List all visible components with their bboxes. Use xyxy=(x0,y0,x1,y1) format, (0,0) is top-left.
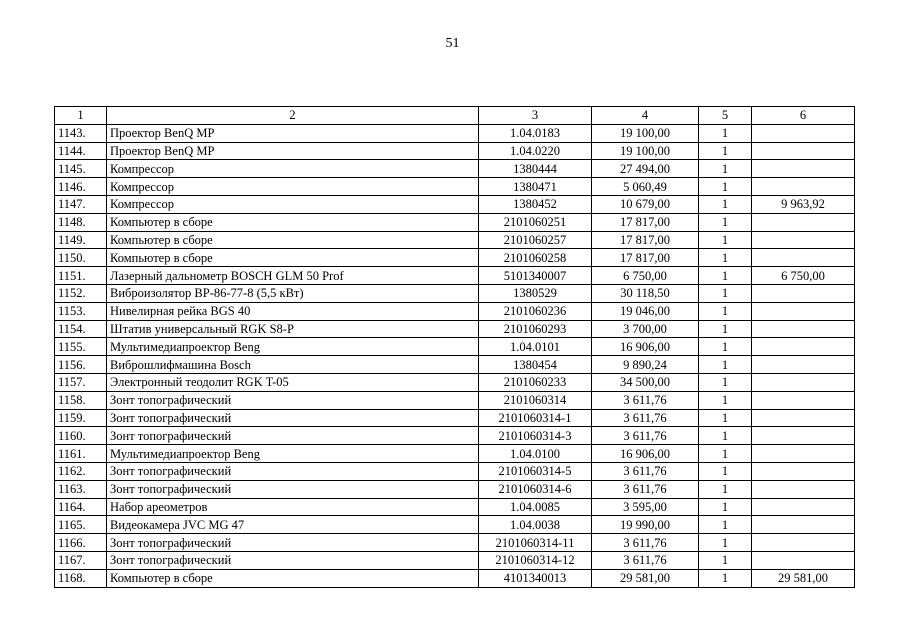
row-number: 1159. xyxy=(55,409,107,427)
header-cell: 3 xyxy=(479,107,592,125)
item-price: 3 611,76 xyxy=(592,462,699,480)
table-row xyxy=(55,284,855,302)
item-name: Зонт топографический xyxy=(107,391,479,409)
item-amount xyxy=(752,178,855,196)
item-quantity: 1 xyxy=(699,231,752,249)
item-name: Нивелирная рейка BGS 40 xyxy=(107,302,479,320)
item-quantity: 1 xyxy=(699,302,752,320)
item-quantity: 1 xyxy=(699,462,752,480)
item-price: 27 494,00 xyxy=(592,160,699,178)
item-price: 19 046,00 xyxy=(592,302,699,320)
item-name: Зонт топографический xyxy=(107,409,479,427)
item-amount xyxy=(752,356,855,374)
inventory-code: 2101060258 xyxy=(479,249,592,267)
page-number: 51 xyxy=(445,36,460,51)
table-row xyxy=(55,178,855,196)
table-row xyxy=(55,231,855,249)
inventory-code: 2101060314-1 xyxy=(479,409,592,427)
inventory-code: 4101340013 xyxy=(479,569,592,587)
table-row xyxy=(55,516,855,534)
item-amount xyxy=(752,427,855,445)
item-amount xyxy=(752,160,855,178)
table-body xyxy=(55,124,855,587)
item-quantity: 1 xyxy=(699,480,752,498)
table-row xyxy=(55,498,855,516)
item-amount xyxy=(752,551,855,569)
item-amount xyxy=(752,480,855,498)
row-number: 1154. xyxy=(55,320,107,338)
item-price: 30 118,50 xyxy=(592,284,699,302)
header-cell: 2 xyxy=(107,107,479,125)
item-quantity: 1 xyxy=(699,551,752,569)
header-cell: 6 xyxy=(752,107,855,125)
item-name: Зонт топографический xyxy=(107,427,479,445)
row-number: 1156. xyxy=(55,356,107,374)
inventory-code: 2101060314-11 xyxy=(479,534,592,552)
row-number: 1149. xyxy=(55,231,107,249)
item-quantity: 1 xyxy=(699,124,752,142)
item-name: Электронный теодолит RGK T-05 xyxy=(107,373,479,391)
table-row xyxy=(55,445,855,463)
row-number: 1153. xyxy=(55,302,107,320)
item-price: 3 611,76 xyxy=(592,409,699,427)
item-price: 3 700,00 xyxy=(592,320,699,338)
row-number: 1166. xyxy=(55,534,107,552)
item-name: Компьютер в сборе xyxy=(107,569,479,587)
row-number: 1144. xyxy=(55,142,107,160)
table-row xyxy=(55,462,855,480)
item-price: 5 060,49 xyxy=(592,178,699,196)
item-name: Видеокамера JVC MG 47 xyxy=(107,516,479,534)
item-price: 3 611,76 xyxy=(592,427,699,445)
item-price: 16 906,00 xyxy=(592,338,699,356)
item-amount xyxy=(752,249,855,267)
row-number: 1152. xyxy=(55,284,107,302)
item-quantity: 1 xyxy=(699,498,752,516)
item-amount: 29 581,00 xyxy=(752,569,855,587)
table-row xyxy=(55,320,855,338)
table-row xyxy=(55,213,855,231)
inventory-code: 1380471 xyxy=(479,178,592,196)
item-quantity: 1 xyxy=(699,569,752,587)
item-amount xyxy=(752,213,855,231)
row-number: 1168. xyxy=(55,569,107,587)
item-name: Компьютер в сборе xyxy=(107,213,479,231)
table-row xyxy=(55,569,855,587)
item-price: 19 990,00 xyxy=(592,516,699,534)
item-price: 29 581,00 xyxy=(592,569,699,587)
table-row xyxy=(55,391,855,409)
inventory-code: 2101060314-6 xyxy=(479,480,592,498)
table-row xyxy=(55,338,855,356)
table-row xyxy=(55,142,855,160)
item-amount xyxy=(752,302,855,320)
table-row xyxy=(55,534,855,552)
item-quantity: 1 xyxy=(699,445,752,463)
row-number: 1145. xyxy=(55,160,107,178)
item-amount xyxy=(752,445,855,463)
item-name: Штатив универсальный RGK S8-P xyxy=(107,320,479,338)
item-name: Компрессор xyxy=(107,178,479,196)
row-number: 1157. xyxy=(55,373,107,391)
item-quantity: 1 xyxy=(699,320,752,338)
row-number: 1155. xyxy=(55,338,107,356)
row-number: 1165. xyxy=(55,516,107,534)
inventory-code: 1.04.0183 xyxy=(479,124,592,142)
item-amount: 9 963,92 xyxy=(752,195,855,213)
inventory-code: 2101060314 xyxy=(479,391,592,409)
inventory-code: 1.04.0038 xyxy=(479,516,592,534)
inventory-code: 1.04.0085 xyxy=(479,498,592,516)
item-name: Зонт топографический xyxy=(107,462,479,480)
item-quantity: 1 xyxy=(699,391,752,409)
row-number: 1151. xyxy=(55,267,107,285)
item-amount xyxy=(752,124,855,142)
item-quantity: 1 xyxy=(699,356,752,374)
item-price: 17 817,00 xyxy=(592,231,699,249)
inventory-code: 1380452 xyxy=(479,195,592,213)
item-quantity: 1 xyxy=(699,249,752,267)
item-amount xyxy=(752,534,855,552)
inventory-code: 1.04.0101 xyxy=(479,338,592,356)
item-price: 3 611,76 xyxy=(592,391,699,409)
row-number: 1161. xyxy=(55,445,107,463)
item-name: Компьютер в сборе xyxy=(107,231,479,249)
inventory-code: 2101060251 xyxy=(479,213,592,231)
item-name: Виброшлифмашина Bosch xyxy=(107,356,479,374)
row-number: 1167. xyxy=(55,551,107,569)
inventory-code: 2101060314-5 xyxy=(479,462,592,480)
table-row xyxy=(55,356,855,374)
item-name: Мультимедиапроектор Beng xyxy=(107,445,479,463)
inventory-table xyxy=(54,106,855,588)
row-number: 1150. xyxy=(55,249,107,267)
item-quantity: 1 xyxy=(699,284,752,302)
item-name: Виброизолятор ВР-86-77-8 (5,5 кВт) xyxy=(107,284,479,302)
item-name: Набор ареометров xyxy=(107,498,479,516)
item-price: 19 100,00 xyxy=(592,142,699,160)
inventory-code: 1.04.0220 xyxy=(479,142,592,160)
item-name: Компрессор xyxy=(107,195,479,213)
row-number: 1147. xyxy=(55,195,107,213)
item-price: 19 100,00 xyxy=(592,124,699,142)
inventory-code: 2101060314-12 xyxy=(479,551,592,569)
item-amount xyxy=(752,142,855,160)
item-amount xyxy=(752,320,855,338)
item-amount xyxy=(752,462,855,480)
item-price: 3 611,76 xyxy=(592,534,699,552)
table-row xyxy=(55,160,855,178)
table-row xyxy=(55,427,855,445)
item-quantity: 1 xyxy=(699,142,752,160)
row-number: 1143. xyxy=(55,124,107,142)
item-amount xyxy=(752,231,855,249)
item-amount xyxy=(752,391,855,409)
row-number: 1160. xyxy=(55,427,107,445)
item-name: Зонт топографический xyxy=(107,480,479,498)
inventory-code: 2101060293 xyxy=(479,320,592,338)
inventory-code: 1.04.0100 xyxy=(479,445,592,463)
item-quantity: 1 xyxy=(699,178,752,196)
item-name: Зонт топографический xyxy=(107,534,479,552)
table-row xyxy=(55,249,855,267)
row-number: 1148. xyxy=(55,213,107,231)
item-quantity: 1 xyxy=(699,213,752,231)
inventory-code: 2101060257 xyxy=(479,231,592,249)
item-price: 10 679,00 xyxy=(592,195,699,213)
item-quantity: 1 xyxy=(699,516,752,534)
item-name: Проектор BenQ MP xyxy=(107,124,479,142)
row-number: 1146. xyxy=(55,178,107,196)
item-quantity: 1 xyxy=(699,195,752,213)
item-amount xyxy=(752,516,855,534)
item-name: Зонт топографический xyxy=(107,551,479,569)
item-price: 3 611,76 xyxy=(592,551,699,569)
header-row xyxy=(55,107,855,125)
item-price: 3 611,76 xyxy=(592,480,699,498)
item-price: 17 817,00 xyxy=(592,213,699,231)
item-name: Мультимедиапроектор Beng xyxy=(107,338,479,356)
inventory-code: 2101060233 xyxy=(479,373,592,391)
item-amount: 6 750,00 xyxy=(752,267,855,285)
item-amount xyxy=(752,409,855,427)
inventory-code: 1380529 xyxy=(479,284,592,302)
table-row xyxy=(55,551,855,569)
item-name: Компрессор xyxy=(107,160,479,178)
header-cell: 1 xyxy=(55,107,107,125)
table-row xyxy=(55,267,855,285)
item-price: 6 750,00 xyxy=(592,267,699,285)
table-row xyxy=(55,409,855,427)
item-price: 17 817,00 xyxy=(592,249,699,267)
table-row xyxy=(55,302,855,320)
item-quantity: 1 xyxy=(699,534,752,552)
table-row xyxy=(55,373,855,391)
item-quantity: 1 xyxy=(699,338,752,356)
item-name: Компьютер в сборе xyxy=(107,249,479,267)
row-number: 1162. xyxy=(55,462,107,480)
item-quantity: 1 xyxy=(699,409,752,427)
table-row xyxy=(55,124,855,142)
item-amount xyxy=(752,373,855,391)
item-name: Лазерный дальнометр BOSCH GLM 50 Prof xyxy=(107,267,479,285)
inventory-code: 5101340007 xyxy=(479,267,592,285)
header-cell: 4 xyxy=(592,107,699,125)
item-price: 9 890,24 xyxy=(592,356,699,374)
table-row xyxy=(55,195,855,213)
item-name: Проектор BenQ MP xyxy=(107,142,479,160)
item-amount xyxy=(752,338,855,356)
item-amount xyxy=(752,498,855,516)
item-quantity: 1 xyxy=(699,427,752,445)
inventory-code: 1380454 xyxy=(479,356,592,374)
item-price: 3 595,00 xyxy=(592,498,699,516)
table-row xyxy=(55,480,855,498)
inventory-code: 2101060314-3 xyxy=(479,427,592,445)
item-quantity: 1 xyxy=(699,267,752,285)
row-number: 1164. xyxy=(55,498,107,516)
item-quantity: 1 xyxy=(699,160,752,178)
item-price: 34 500,00 xyxy=(592,373,699,391)
item-price: 16 906,00 xyxy=(592,445,699,463)
inventory-code: 1380444 xyxy=(479,160,592,178)
item-quantity: 1 xyxy=(699,373,752,391)
inventory-code: 2101060236 xyxy=(479,302,592,320)
item-amount xyxy=(752,284,855,302)
row-number: 1158. xyxy=(55,391,107,409)
header-cell: 5 xyxy=(699,107,752,125)
row-number: 1163. xyxy=(55,480,107,498)
